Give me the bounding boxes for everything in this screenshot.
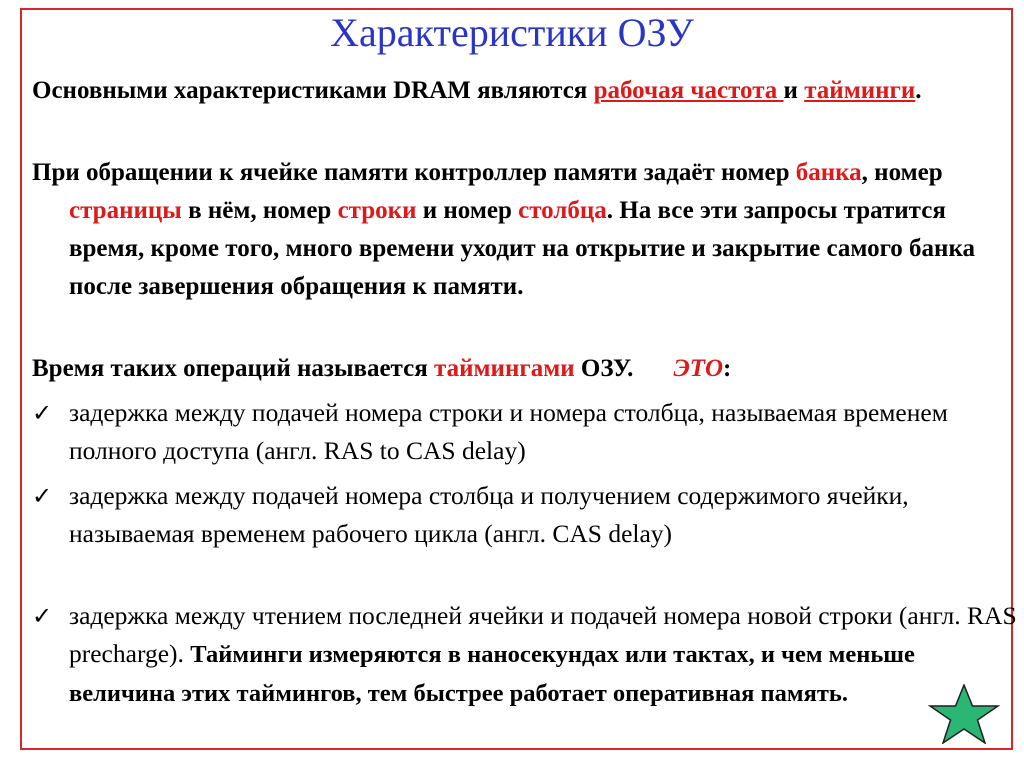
text: : — [723, 355, 732, 382]
text: ОЗУ. — [574, 355, 634, 382]
text: и — [783, 77, 805, 104]
highlight-eto: ЭТО — [673, 355, 724, 382]
text: Основными характеристиками DRAM являются — [32, 77, 594, 104]
highlight-timings: тайминги — [804, 77, 916, 104]
text: Время таких операций называется — [32, 355, 435, 382]
paragraph-memory-access — [32, 154, 1024, 306]
check-icon: ✓ — [32, 602, 53, 630]
bullet-text: задержка между подачей номера столбца и получением содержимого ячейки, называемая временем рабочего цикла (англ. CAS delay) — [69, 481, 909, 548]
bullet-item-ras-to-cas — [32, 394, 1024, 470]
text: При обращении к ячейке памяти контроллер памяти задаёт номер — [32, 159, 796, 186]
bullet-text: задержка между подачей номера строки и номера столбца, называемая временем полного доступа (англ. RAS to CAS delay) — [69, 398, 948, 465]
highlight-frequency: рабочая частота — [593, 77, 784, 104]
highlight-row: строки — [337, 197, 417, 224]
bullet-conclusion: Тайминги измеряются в наносекундах или тактах, и чем меньше величина этих таймингов, тем быстрее работает оперативная память. — [69, 641, 915, 707]
star-shape[interactable] — [930, 685, 998, 743]
bullet-item-cas-delay — [32, 477, 1024, 553]
check-icon: ✓ — [32, 399, 53, 427]
highlight-timings-word: таймингами — [434, 355, 575, 382]
paragraph-timings-definition — [32, 350, 1024, 388]
text: . На все эти запросы тратится время, кроме того, много времени уходит на открытие и закрытие самого банка после завершения обращения к памяти. — [69, 197, 975, 300]
check-icon: ✓ — [32, 482, 53, 510]
paragraph-dram-characteristics — [32, 72, 1024, 110]
highlight-page: страницы — [69, 197, 182, 224]
slide-title: Характеристики ОЗУ — [330, 10, 694, 55]
bullet-text: задержка между чтением последней ячейки и подачей номера новой строки (англ. RAS precharge). — [69, 601, 1017, 668]
text: , номер — [861, 159, 943, 186]
text: в нём, номер — [181, 197, 338, 224]
text: и номер — [416, 197, 519, 224]
star-icon[interactable] — [928, 684, 1000, 744]
text: . — [915, 77, 922, 104]
highlight-bank: банка — [795, 159, 862, 186]
highlight-column: столбца — [518, 197, 607, 224]
bullet-item-ras-precharge — [32, 597, 1024, 713]
